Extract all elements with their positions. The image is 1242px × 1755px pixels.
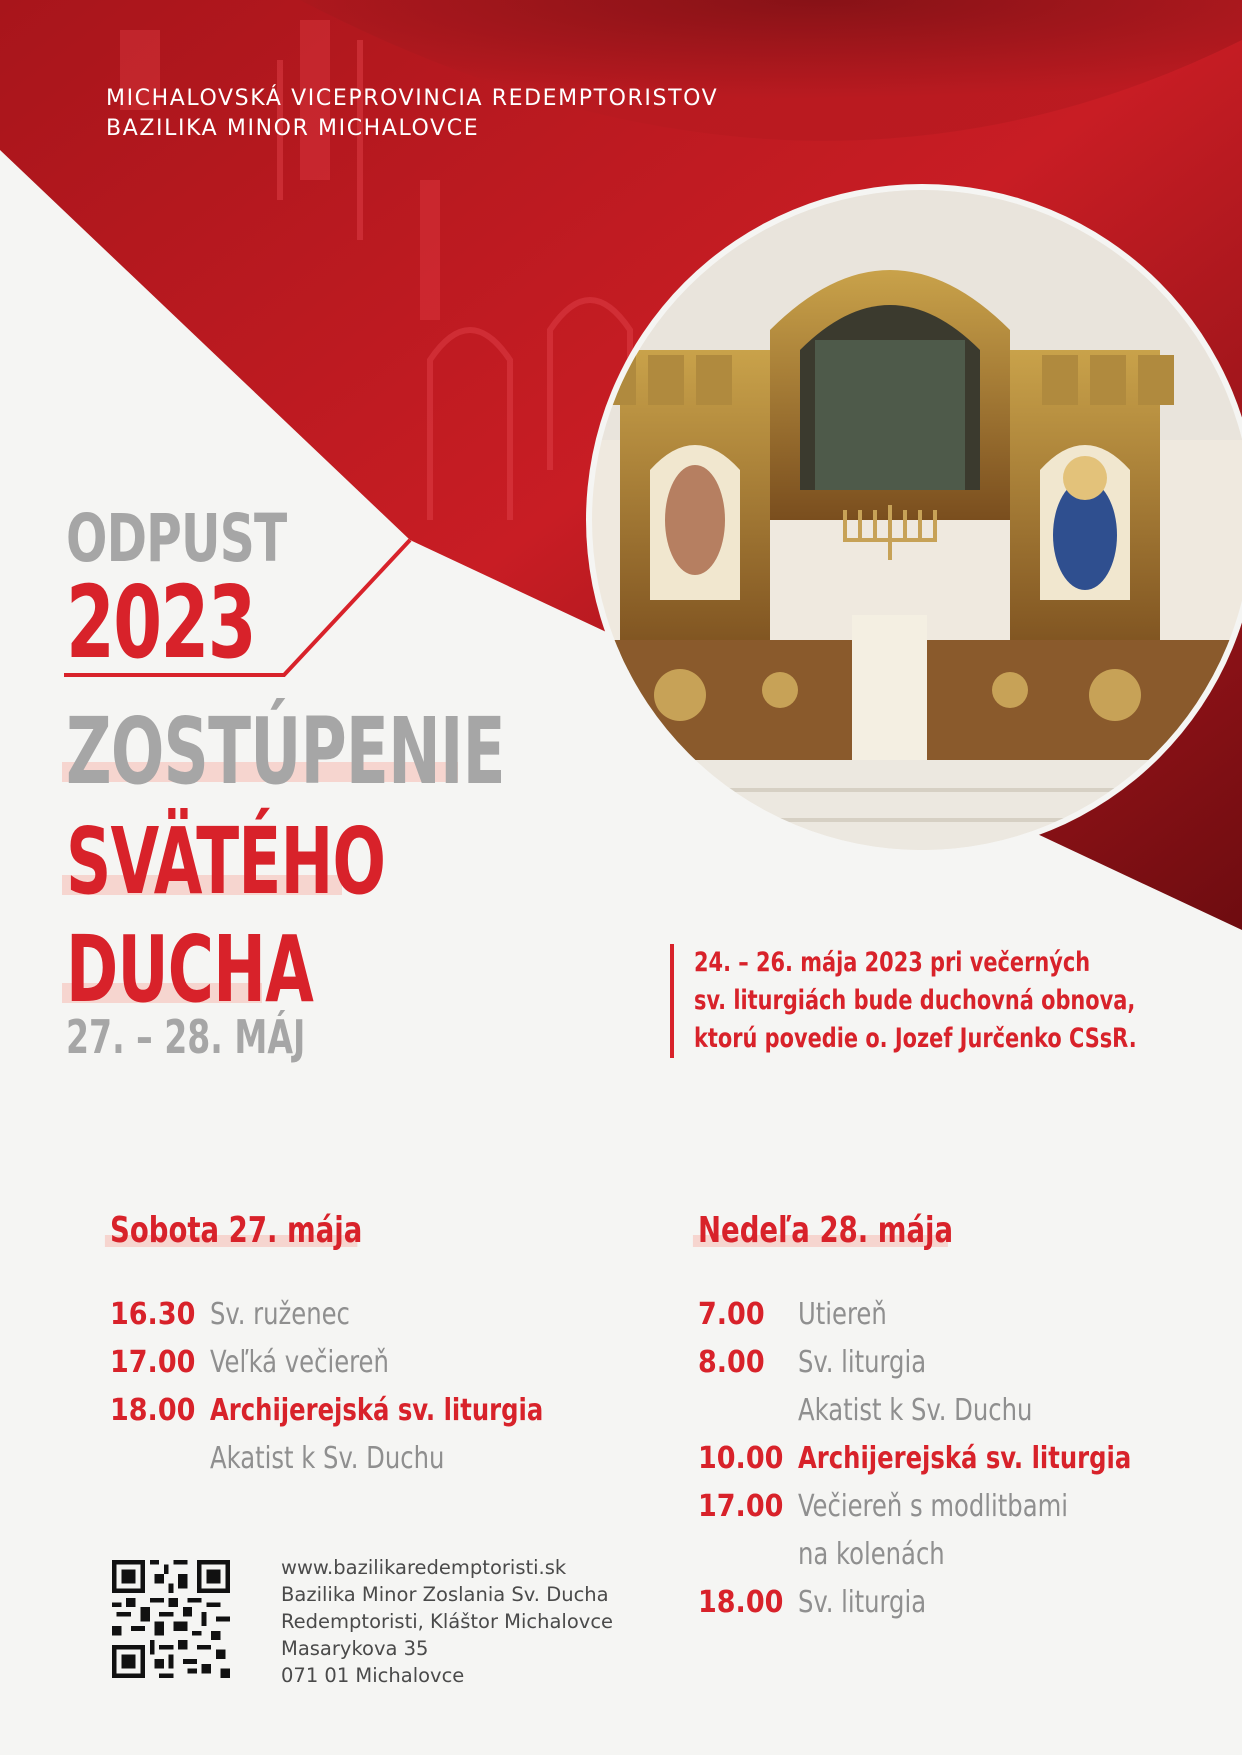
address-line-3: Masarykova 35: [281, 1637, 429, 1660]
schedule-row: [110, 1386, 580, 1434]
sunday-heading: [698, 1210, 953, 1251]
org-line-2: BAZILIKA MINOR MICHALOVCE: [106, 116, 480, 141]
note-line-2: sv. liturgiách bude duchovná obnova,: [694, 985, 1136, 1016]
title-year: 2023: [66, 564, 256, 681]
website-link[interactable]: www.bazilikaredemptoristi.sk: [281, 1556, 567, 1579]
note-line-3: ktorú povedie o. Jozef Jurčenko CSsR.: [694, 1023, 1137, 1054]
schedule-row: [698, 1482, 1168, 1530]
sunday-schedule: [698, 1290, 1168, 1626]
schedule-row: [698, 1338, 1168, 1386]
event-name: Akatist k Sv. Duchu: [210, 1440, 445, 1476]
retreat-note: [670, 944, 1209, 1058]
event-name: Akatist k Sv. Duchu: [798, 1392, 1033, 1428]
event-name: Sv. liturgia: [798, 1344, 927, 1380]
saturday-schedule: [110, 1290, 580, 1482]
event-name: Veľká večiereň: [210, 1344, 389, 1380]
event-name: Archijerejská sv. liturgia: [210, 1392, 544, 1428]
address-line-4: 071 01 Michalovce: [281, 1664, 465, 1687]
address-line-2: Redemptoristi, Kláštor Michalovce: [281, 1610, 614, 1633]
org-line-1: MICHALOVSKÁ VICEPROVINCIA REDEMPTORISTOV: [106, 86, 719, 111]
event-dates: 27. – 28. MÁJ: [66, 1010, 306, 1064]
schedule-row: [110, 1290, 580, 1338]
schedule-row: [698, 1290, 1168, 1338]
saturday-heading: [110, 1210, 362, 1251]
schedule-row: [110, 1434, 580, 1482]
event-name: Večiereň s modlitbami: [798, 1488, 1069, 1524]
title-line-1: ZOSTÚPENIE: [66, 698, 505, 805]
event-time: 7.00: [698, 1296, 765, 1332]
schedule-row: [698, 1578, 1168, 1626]
qr-code-icon[interactable]: [112, 1560, 230, 1678]
address-line-1: Bazilika Minor Zoslania Sv. Ducha: [281, 1583, 609, 1606]
saturday-heading-text: Sobota 27. mája: [110, 1210, 363, 1251]
sunday-heading-text: Nedeľa 28. mája: [698, 1210, 954, 1251]
schedule-row: [698, 1386, 1168, 1434]
event-name: Utiereň: [798, 1296, 887, 1332]
event-time: 17.00: [698, 1488, 784, 1524]
event-time: 10.00: [698, 1440, 784, 1476]
event-time: 8.00: [698, 1344, 765, 1380]
organization-header: [106, 84, 718, 144]
event-name: na kolenách: [798, 1536, 945, 1572]
event-name: Archijerejská sv. liturgia: [798, 1440, 1132, 1476]
title-line-2: SVÄTÉHO: [66, 808, 386, 915]
schedule-row: [698, 1434, 1168, 1482]
note-line-1: 24. – 26. mája 2023 pri večerných: [694, 947, 1091, 978]
schedule-row: [698, 1530, 1168, 1578]
event-time: 17.00: [110, 1344, 196, 1380]
event-time: 16.30: [110, 1296, 196, 1332]
schedule-row: [110, 1338, 580, 1386]
event-name: Sv. ruženec: [210, 1296, 350, 1332]
contact-info: [281, 1554, 613, 1689]
title-label: ODPUST: [66, 500, 287, 577]
event-time: 18.00: [110, 1392, 196, 1428]
event-time: 18.00: [698, 1584, 784, 1620]
title-line-3: DUCHA: [66, 916, 313, 1023]
event-name: Sv. liturgia: [798, 1584, 927, 1620]
